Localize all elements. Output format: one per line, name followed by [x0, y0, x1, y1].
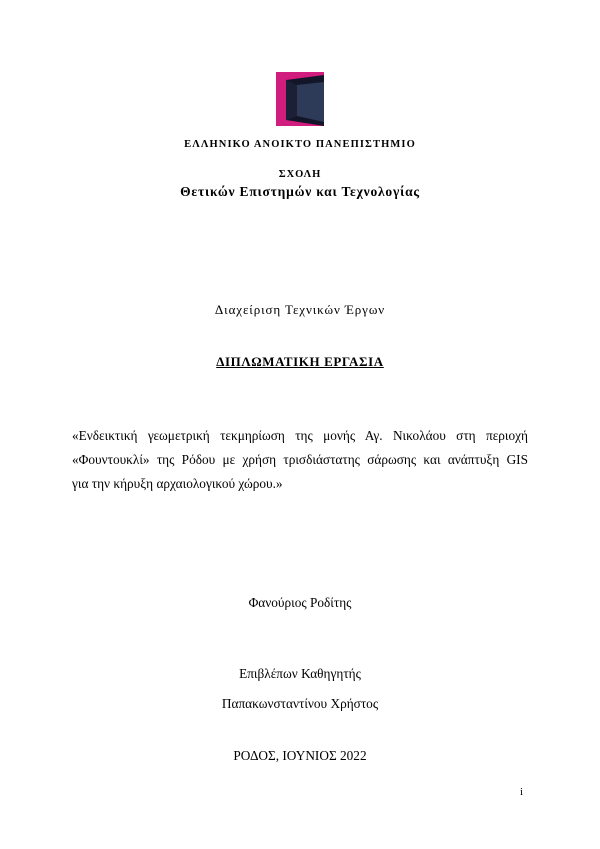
thesis-title-line: «Ενδεικτική γεωμετρική τεκμηρίωση της μονής Αγ. Νικολάου στη περιοχή	[72, 428, 528, 443]
place-and-date: ΡΟΔΟΣ, ΙΟΥΝΙΟΣ 2022	[233, 748, 367, 763]
school-name: Θετικών Επιστημών και Τεχνολογίας	[180, 184, 420, 199]
author-name: Φανούριος Ροδίτης	[248, 595, 352, 610]
university-logo-icon	[276, 72, 324, 126]
thesis-title-line: για την κήρυξη αρχαιολογικού χώρου.»	[72, 476, 283, 491]
university-name: ΕΛΛΗΝΙΚΟ ΑΝΟΙΚΤΟ ΠΑΝΕΠΙΣΤΗΜΙΟ	[184, 139, 416, 150]
school-label: ΣΧΟΛΗ	[278, 169, 322, 180]
thesis-type-heading: ΔΙΠΛΩΜΑΤΙΚΗ ΕΡΓΑΣΙΑ	[216, 354, 384, 369]
thesis-title-line: «Φουντουκλί» της Ρόδου με χρήση τρισδιάστατης σάρωσης και ανάπτυξη GIS	[72, 452, 528, 467]
supervisor-name: Παπακωνσταντίνου Χρήστος	[221, 696, 379, 711]
thesis-title	[72, 424, 528, 496]
page-number: i	[520, 786, 524, 798]
course-name: Διαχείριση Τεχνικών Έργων	[214, 302, 386, 317]
supervisor-label: Επιβλέπων Καθηγητής	[239, 666, 361, 681]
